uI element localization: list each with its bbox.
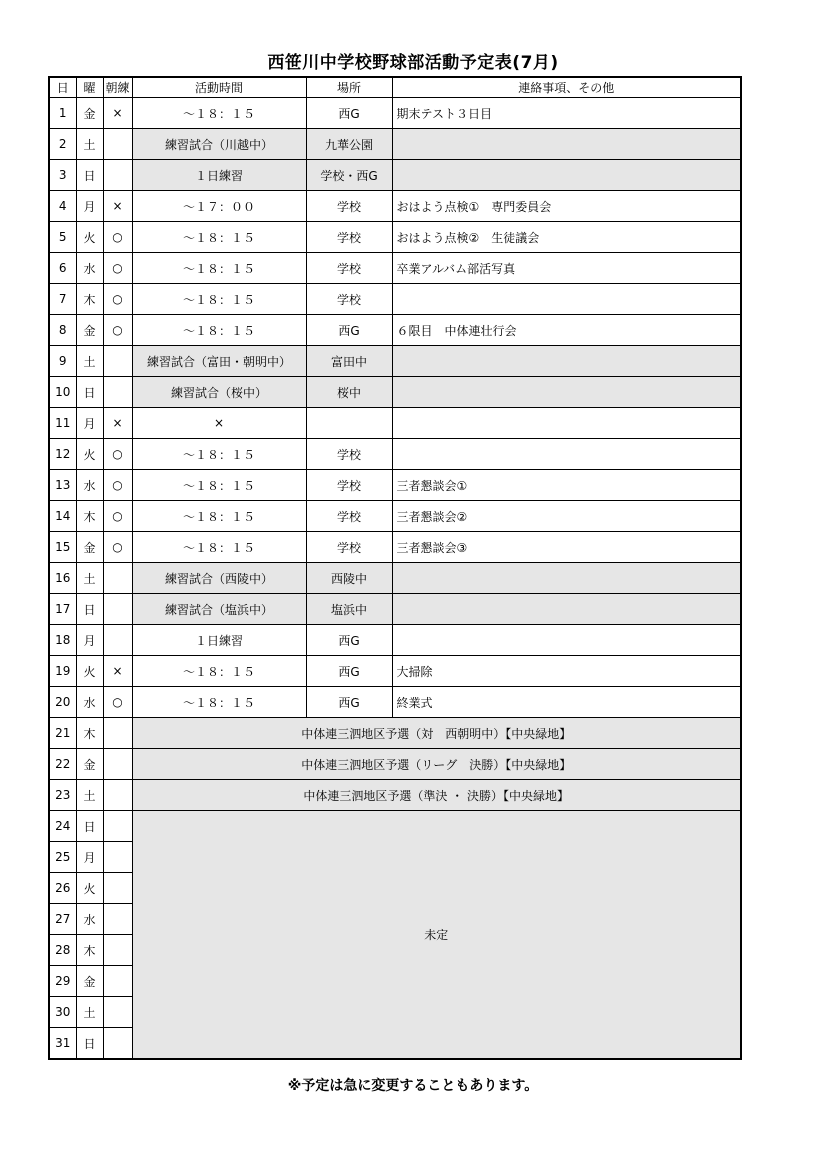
header-day: 日 <box>49 77 76 98</box>
day-cell: 19 <box>49 656 76 687</box>
morning-practice-cell: ○ <box>103 315 132 346</box>
activity-time-cell: １日練習 <box>132 160 306 191</box>
undecided-cell: 未定 <box>132 811 741 1060</box>
weekday-cell: 水 <box>76 470 103 501</box>
weekday-cell: 火 <box>76 439 103 470</box>
morning-practice-cell <box>103 563 132 594</box>
table-row <box>49 284 741 315</box>
morning-practice-cell <box>103 811 132 842</box>
place-cell: 学校・西G <box>306 160 392 191</box>
weekday-cell: 月 <box>76 191 103 222</box>
activity-time-cell: １日練習 <box>132 625 306 656</box>
tournament-event-cell: 中体連三泗地区予選（リーグ 決勝）【中央緑地】 <box>132 749 741 780</box>
weekday-cell: 土 <box>76 346 103 377</box>
weekday-cell: 木 <box>76 718 103 749</box>
activity-time-cell: 練習試合（富田・朝明中） <box>132 346 306 377</box>
weekday-cell: 日 <box>76 160 103 191</box>
day-cell: 2 <box>49 129 76 160</box>
place-cell: 学校 <box>306 439 392 470</box>
day-cell: 18 <box>49 625 76 656</box>
morning-practice-cell: ○ <box>103 439 132 470</box>
weekday-cell: 火 <box>76 656 103 687</box>
table-row <box>49 377 741 408</box>
day-cell: 11 <box>49 408 76 439</box>
morning-practice-cell <box>103 160 132 191</box>
morning-practice-cell: × <box>103 656 132 687</box>
table-row <box>49 470 741 501</box>
notes-cell: 三者懇談会② <box>392 501 741 532</box>
place-cell: 学校 <box>306 501 392 532</box>
day-cell: 6 <box>49 253 76 284</box>
morning-practice-cell <box>103 129 132 160</box>
notes-cell <box>392 594 741 625</box>
morning-practice-cell <box>103 966 132 997</box>
morning-practice-cell <box>103 997 132 1028</box>
activity-time-cell: ～１８：１５ <box>132 315 306 346</box>
notes-cell <box>392 439 741 470</box>
tournament-event-cell: 中体連三泗地区予選（対 西朝明中）【中央緑地】 <box>132 718 741 749</box>
morning-practice-cell <box>103 625 132 656</box>
day-cell: 4 <box>49 191 76 222</box>
place-cell: 富田中 <box>306 346 392 377</box>
activity-time-cell: ～１７：００ <box>132 191 306 222</box>
activity-time-cell: 練習試合（桜中） <box>132 377 306 408</box>
schedule-table <box>48 76 742 1060</box>
day-cell: 12 <box>49 439 76 470</box>
morning-practice-cell <box>103 780 132 811</box>
weekday-cell: 水 <box>76 904 103 935</box>
weekday-cell: 木 <box>76 284 103 315</box>
notes-cell <box>392 346 741 377</box>
day-cell: 14 <box>49 501 76 532</box>
activity-time-cell: 練習試合（塩浜中） <box>132 594 306 625</box>
place-cell: 西G <box>306 656 392 687</box>
weekday-cell: 土 <box>76 780 103 811</box>
weekday-cell: 木 <box>76 501 103 532</box>
header-weekday: 曜 <box>76 77 103 98</box>
day-cell: 30 <box>49 997 76 1028</box>
weekday-cell: 木 <box>76 935 103 966</box>
weekday-cell: 日 <box>76 594 103 625</box>
day-cell: 15 <box>49 532 76 563</box>
weekday-cell: 土 <box>76 563 103 594</box>
notes-cell <box>392 160 741 191</box>
table-row <box>49 656 741 687</box>
place-cell: 学校 <box>306 222 392 253</box>
morning-practice-cell <box>103 904 132 935</box>
weekday-cell: 日 <box>76 377 103 408</box>
place-cell: 西G <box>306 98 392 129</box>
day-cell: 24 <box>49 811 76 842</box>
table-row <box>49 501 741 532</box>
notes-cell: 三者懇談会① <box>392 470 741 501</box>
tournament-row <box>49 780 741 811</box>
notes-cell: 大掃除 <box>392 656 741 687</box>
table-row <box>49 98 741 129</box>
header-place: 場所 <box>306 77 392 98</box>
day-cell: 8 <box>49 315 76 346</box>
table-row <box>49 346 741 377</box>
notes-cell <box>392 377 741 408</box>
morning-practice-cell: × <box>103 408 132 439</box>
table-row <box>49 594 741 625</box>
morning-practice-cell <box>103 935 132 966</box>
activity-time-cell: ～１８：１５ <box>132 532 306 563</box>
tournament-row <box>49 718 741 749</box>
activity-time-cell: ～１８：１５ <box>132 439 306 470</box>
table-row <box>49 563 741 594</box>
weekday-cell: 月 <box>76 408 103 439</box>
day-cell: 1 <box>49 98 76 129</box>
header-row <box>49 77 741 98</box>
day-cell: 10 <box>49 377 76 408</box>
day-cell: 13 <box>49 470 76 501</box>
undecided-row <box>49 811 741 842</box>
schedule-body <box>49 98 741 1060</box>
activity-time-cell: ～１８：１５ <box>132 284 306 315</box>
place-cell: 学校 <box>306 532 392 563</box>
activity-time-cell: ～１８：１５ <box>132 470 306 501</box>
day-cell: 16 <box>49 563 76 594</box>
header-notes: 連絡事項、その他 <box>392 77 741 98</box>
activity-time-cell: × <box>132 408 306 439</box>
activity-time-cell: 練習試合（西陵中） <box>132 563 306 594</box>
notes-cell: 終業式 <box>392 687 741 718</box>
weekday-cell: 水 <box>76 253 103 284</box>
morning-practice-cell: × <box>103 191 132 222</box>
tournament-row <box>49 749 741 780</box>
place-cell: 西G <box>306 315 392 346</box>
weekday-cell: 金 <box>76 966 103 997</box>
notes-cell <box>392 625 741 656</box>
table-row <box>49 532 741 563</box>
weekday-cell: 火 <box>76 222 103 253</box>
morning-practice-cell <box>103 346 132 377</box>
table-row <box>49 687 741 718</box>
day-cell: 26 <box>49 873 76 904</box>
notes-cell: ６限目 中体連壮行会 <box>392 315 741 346</box>
morning-practice-cell <box>103 873 132 904</box>
place-cell: 学校 <box>306 253 392 284</box>
day-cell: 3 <box>49 160 76 191</box>
day-cell: 28 <box>49 935 76 966</box>
morning-practice-cell: ○ <box>103 470 132 501</box>
notes-cell: 卒業アルバム部活写真 <box>392 253 741 284</box>
day-cell: 25 <box>49 842 76 873</box>
table-row <box>49 625 741 656</box>
table-row <box>49 408 741 439</box>
notes-cell: 三者懇談会③ <box>392 532 741 563</box>
morning-practice-cell: ○ <box>103 222 132 253</box>
notes-cell: おはよう点検① 専門委員会 <box>392 191 741 222</box>
header-time: 活動時間 <box>132 77 306 98</box>
weekday-cell: 月 <box>76 625 103 656</box>
table-row <box>49 129 741 160</box>
morning-practice-cell: × <box>103 98 132 129</box>
day-cell: 22 <box>49 749 76 780</box>
weekday-cell: 土 <box>76 997 103 1028</box>
header-morning: 朝練 <box>103 77 132 98</box>
tournament-event-cell: 中体連三泗地区予選（準決 ・ 決勝）【中央緑地】 <box>132 780 741 811</box>
table-row <box>49 222 741 253</box>
activity-time-cell: 練習試合（川越中） <box>132 129 306 160</box>
notes-cell <box>392 408 741 439</box>
weekday-cell: 土 <box>76 129 103 160</box>
table-row <box>49 315 741 346</box>
morning-practice-cell <box>103 749 132 780</box>
day-cell: 5 <box>49 222 76 253</box>
activity-time-cell: ～１８：１５ <box>132 501 306 532</box>
day-cell: 31 <box>49 1028 76 1060</box>
morning-practice-cell: ○ <box>103 284 132 315</box>
page-title: 西笹川中学校野球部活動予定表(7月) <box>267 53 559 73</box>
weekday-cell: 月 <box>76 842 103 873</box>
place-cell: 西G <box>306 625 392 656</box>
table-row <box>49 191 741 222</box>
table-row <box>49 439 741 470</box>
table-row <box>49 253 741 284</box>
notes-cell <box>392 284 741 315</box>
weekday-cell: 水 <box>76 687 103 718</box>
notes-cell <box>392 563 741 594</box>
notes-cell: おはよう点検② 生徒議会 <box>392 222 741 253</box>
place-cell <box>306 408 392 439</box>
day-cell: 29 <box>49 966 76 997</box>
morning-practice-cell <box>103 594 132 625</box>
table-row <box>49 160 741 191</box>
morning-practice-cell: ○ <box>103 253 132 284</box>
day-cell: 21 <box>49 718 76 749</box>
footer-note: ※予定は急に変更することもあります。 <box>287 1078 539 1094</box>
morning-practice-cell <box>103 718 132 749</box>
weekday-cell: 日 <box>76 1028 103 1060</box>
activity-time-cell: ～１８：１５ <box>132 222 306 253</box>
day-cell: 7 <box>49 284 76 315</box>
day-cell: 17 <box>49 594 76 625</box>
activity-time-cell: ～１８：１５ <box>132 253 306 284</box>
morning-practice-cell <box>103 842 132 873</box>
place-cell: 学校 <box>306 284 392 315</box>
day-cell: 20 <box>49 687 76 718</box>
place-cell: 西G <box>306 687 392 718</box>
notes-cell <box>392 129 741 160</box>
morning-practice-cell <box>103 377 132 408</box>
notes-cell: 期末テスト３日目 <box>392 98 741 129</box>
day-cell: 9 <box>49 346 76 377</box>
activity-time-cell: ～１８：１５ <box>132 687 306 718</box>
weekday-cell: 金 <box>76 315 103 346</box>
place-cell: 桜中 <box>306 377 392 408</box>
place-cell: 塩浜中 <box>306 594 392 625</box>
weekday-cell: 火 <box>76 873 103 904</box>
morning-practice-cell: ○ <box>103 532 132 563</box>
weekday-cell: 金 <box>76 749 103 780</box>
activity-time-cell: ～１８：１５ <box>132 656 306 687</box>
morning-practice-cell <box>103 1028 132 1060</box>
place-cell: 九華公園 <box>306 129 392 160</box>
place-cell: 学校 <box>306 470 392 501</box>
morning-practice-cell: ○ <box>103 687 132 718</box>
morning-practice-cell: ○ <box>103 501 132 532</box>
weekday-cell: 金 <box>76 98 103 129</box>
place-cell: 西陵中 <box>306 563 392 594</box>
weekday-cell: 日 <box>76 811 103 842</box>
day-cell: 23 <box>49 780 76 811</box>
weekday-cell: 金 <box>76 532 103 563</box>
day-cell: 27 <box>49 904 76 935</box>
activity-time-cell: ～１８：１５ <box>132 98 306 129</box>
place-cell: 学校 <box>306 191 392 222</box>
